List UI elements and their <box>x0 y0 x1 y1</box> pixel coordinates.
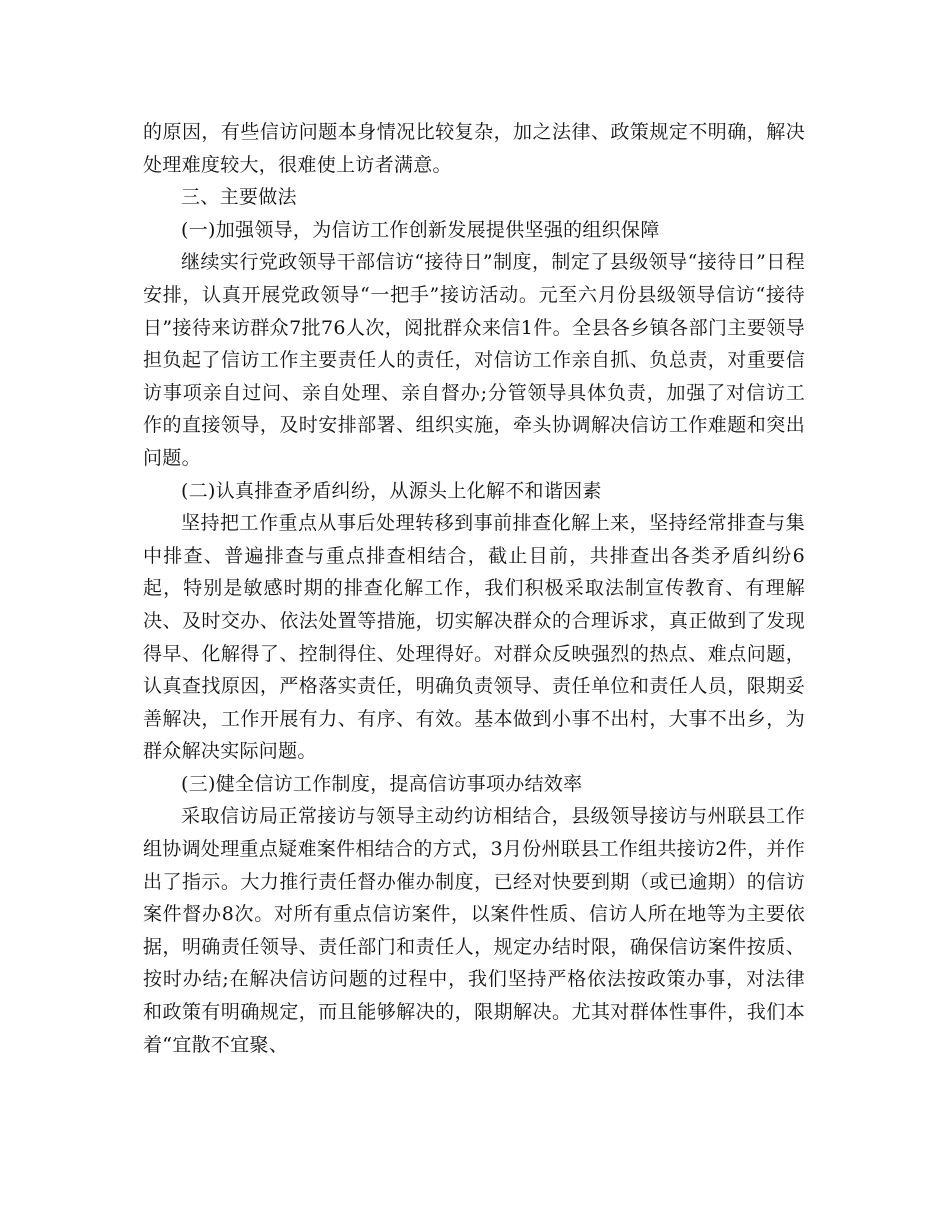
section-heading-main-measures: 三、主要做法 <box>181 186 297 209</box>
document-body <box>143 116 805 1061</box>
paragraph-leadership: 继续实行党政领导干部信访“接待日”制度，制定了县级领导“接待日”日程安排，认真开展党政领导“一把手”接访活动。元至六月份县级领导信访“接待日”接待来访群众7批76人次，阅批群众来信1件。全县各乡镇各部门主要领导担负起了信访工作主要责任人的责任，对信访工作亲自抓、负总责，对重要信访事项亲自过问、亲自处理、亲自督办;分管领导具体负责，加强了对信访工作的直接领导，及时安排部署、组织实施，牵头协调解决信访工作难题和突出问题。 <box>143 251 805 469</box>
paragraph-dispute-screening: 坚持把工作重点从事后处理转移到事前排查化解上来，坚持经常排查与集中排查、普遍排查与重点排查相结合，截止目前，共排查出各类矛盾纠纷6起，特别是敏感时期的排查化解工作，我们积极采取法制宣传教育、有理解决、及时交办、依法处置等措施，切实解决群众的合理诉求，真正做到了发现得早、化解得了、控制得住、处理得好。对群众反映强烈的热点、难点问题，认真查找原因，严格落实责任，明确负责领导、责任单位和责任人员，限期妥善解决，工作开展有力、有序、有效。基本做到小事不出村，大事不出乡，为群众解决实际问题。 <box>143 512 805 763</box>
subheading-leadership: (一)加强领导，为信访工作创新发展提供坚强的组织保障 <box>181 218 660 241</box>
paragraph-continuation: 的原因，有些信访问题本身情况比较复杂，加之法律、政策规定不明确，解决处理难度较大，很难使上访者满意。 <box>143 121 805 176</box>
subheading-dispute-screening: (二)认真排查矛盾纠纷，从源头上化解不和谐因素 <box>181 479 602 502</box>
paragraph-petition-system: 采取信访局正常接访与领导主动约访相结合，县级领导接访与州联县工作组协调处理重点疑难案件相结合的方式，3月份州联县工作组共接访2件，并作出了指示。大力推行责任督办催办制度，已经对快要到期（或已逾期）的信访案件督办8次。对所有重点信访案件，以案件性质、信访人所在地等为主要依据，明确责任领导、责任部门和责任人，规定办结时限，确保信访案件按质、按时办结;在解决信访问题的过程中，我们坚持严格依法按政策办事，对法律和政策有明确规定，而且能够解决的，限期解决。尤其对群体性事件，我们本着“宜散不宜聚、 <box>143 805 805 1056</box>
subheading-petition-system: (三)健全信访工作制度，提高信访事项办结效率 <box>181 772 583 795</box>
